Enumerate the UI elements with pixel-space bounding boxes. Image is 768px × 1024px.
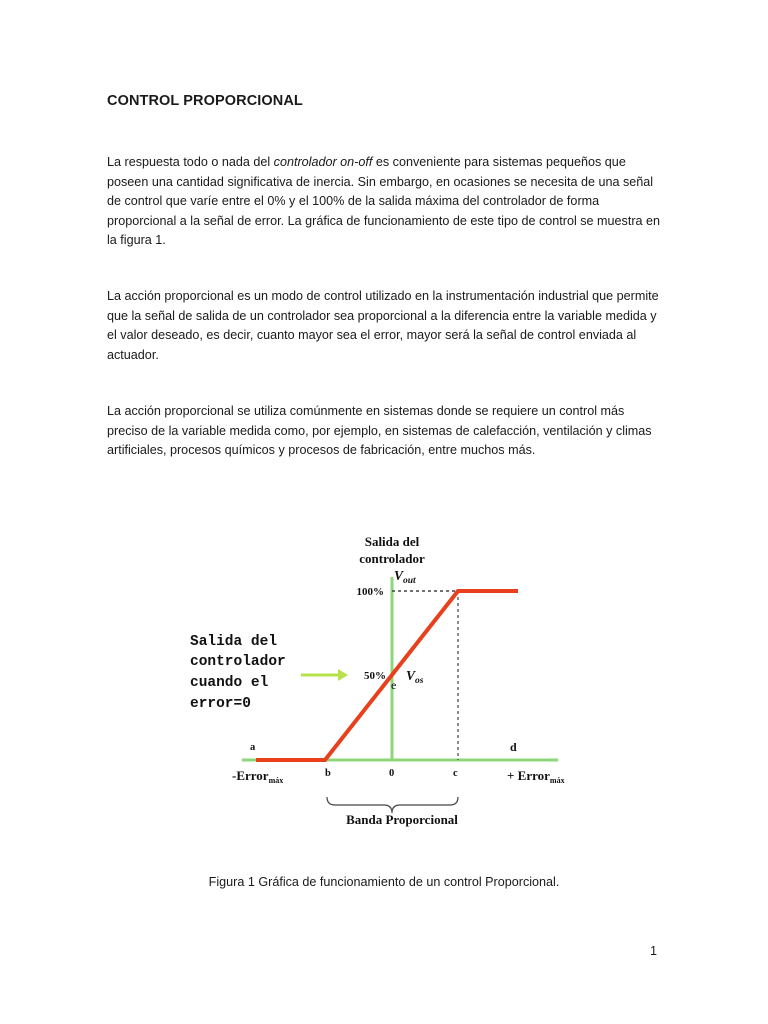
label-50-percent: 50%	[364, 670, 386, 682]
figure-caption: Figura 1 Gráfica de funcionamiento de un control Proporcional.	[208, 875, 560, 889]
vos-subscript: os	[415, 676, 424, 686]
point-a-label: a	[250, 742, 256, 753]
negative-error-text: -Error	[232, 768, 269, 783]
paragraph-2: La acción proporcional es un modo de control utilizado en la instrumentación industrial que permite que la señal de salida de un controlador sea proporcional a la diferencia entre la variable medida y el valor deseado, es decir, cuanto mayor sea el error, mayor será la señal de control enviada al actuador.	[107, 289, 659, 362]
paragraph-1-text-end: es conveniente para sistemas pequeños que poseen una cantidad significativa de inercia. Sin embargo, en ocasiones se necesita de una señal de control que varíe entre el 0% y el 100% de la salida máxima del controlador de forma proporcional a la señal de error. La gráfica de funcionamiento de este tipo de control se muestra en la figura 1.	[107, 155, 661, 248]
vout-subscript: out	[403, 576, 416, 586]
note-line-1: Salida del	[190, 634, 278, 650]
proportional-band-label: Banda Proporcional	[346, 812, 458, 827]
point-zero-label: 0	[389, 768, 395, 779]
note-line-4: error=0	[190, 696, 251, 712]
paragraph-1-text-start: La respuesta todo o nada del	[107, 155, 274, 169]
point-b-label: b	[325, 768, 331, 779]
vos-label	[406, 668, 424, 686]
y-axis-title-line2: controlador	[359, 551, 425, 566]
proportional-control-figure	[170, 525, 600, 835]
point-e-label: e	[391, 678, 397, 692]
positive-error-text: + Error	[507, 768, 550, 783]
point-c-label: c	[453, 768, 458, 779]
y-axis-title-line1: Salida del	[364, 534, 420, 549]
positive-error-subscript: máx	[549, 776, 565, 785]
page-number: 1	[650, 944, 658, 958]
note-line-2: controlador	[190, 654, 286, 670]
label-100-percent: 100%	[356, 586, 384, 598]
positive-error-label	[507, 768, 565, 785]
point-d-label: d	[510, 740, 517, 754]
negative-error-label	[232, 768, 283, 785]
note-line-3: cuando el	[190, 675, 269, 691]
vout-label	[394, 568, 416, 586]
vos-letter: V	[406, 668, 416, 683]
controller-output-curve	[256, 591, 518, 760]
paragraph-1	[107, 153, 667, 251]
paragraph-1-italic-term: controlador on-off	[273, 155, 373, 169]
negative-error-subscript: máx	[268, 776, 284, 785]
document-title: CONTROL PROPORCIONAL	[107, 93, 303, 109]
arrow-icon	[301, 669, 348, 681]
proportional-band-brace	[327, 797, 458, 813]
paragraph-3: La acción proporcional se utiliza comúnmente en sistemas donde se requiere un control más preciso de la variable medida como, por ejemplo, en sistemas de calefacción, ventilación y climas artificiales, procesos químicos y procesos de fabricación, entre muchos más.	[107, 404, 652, 458]
vout-letter: V	[394, 568, 404, 583]
